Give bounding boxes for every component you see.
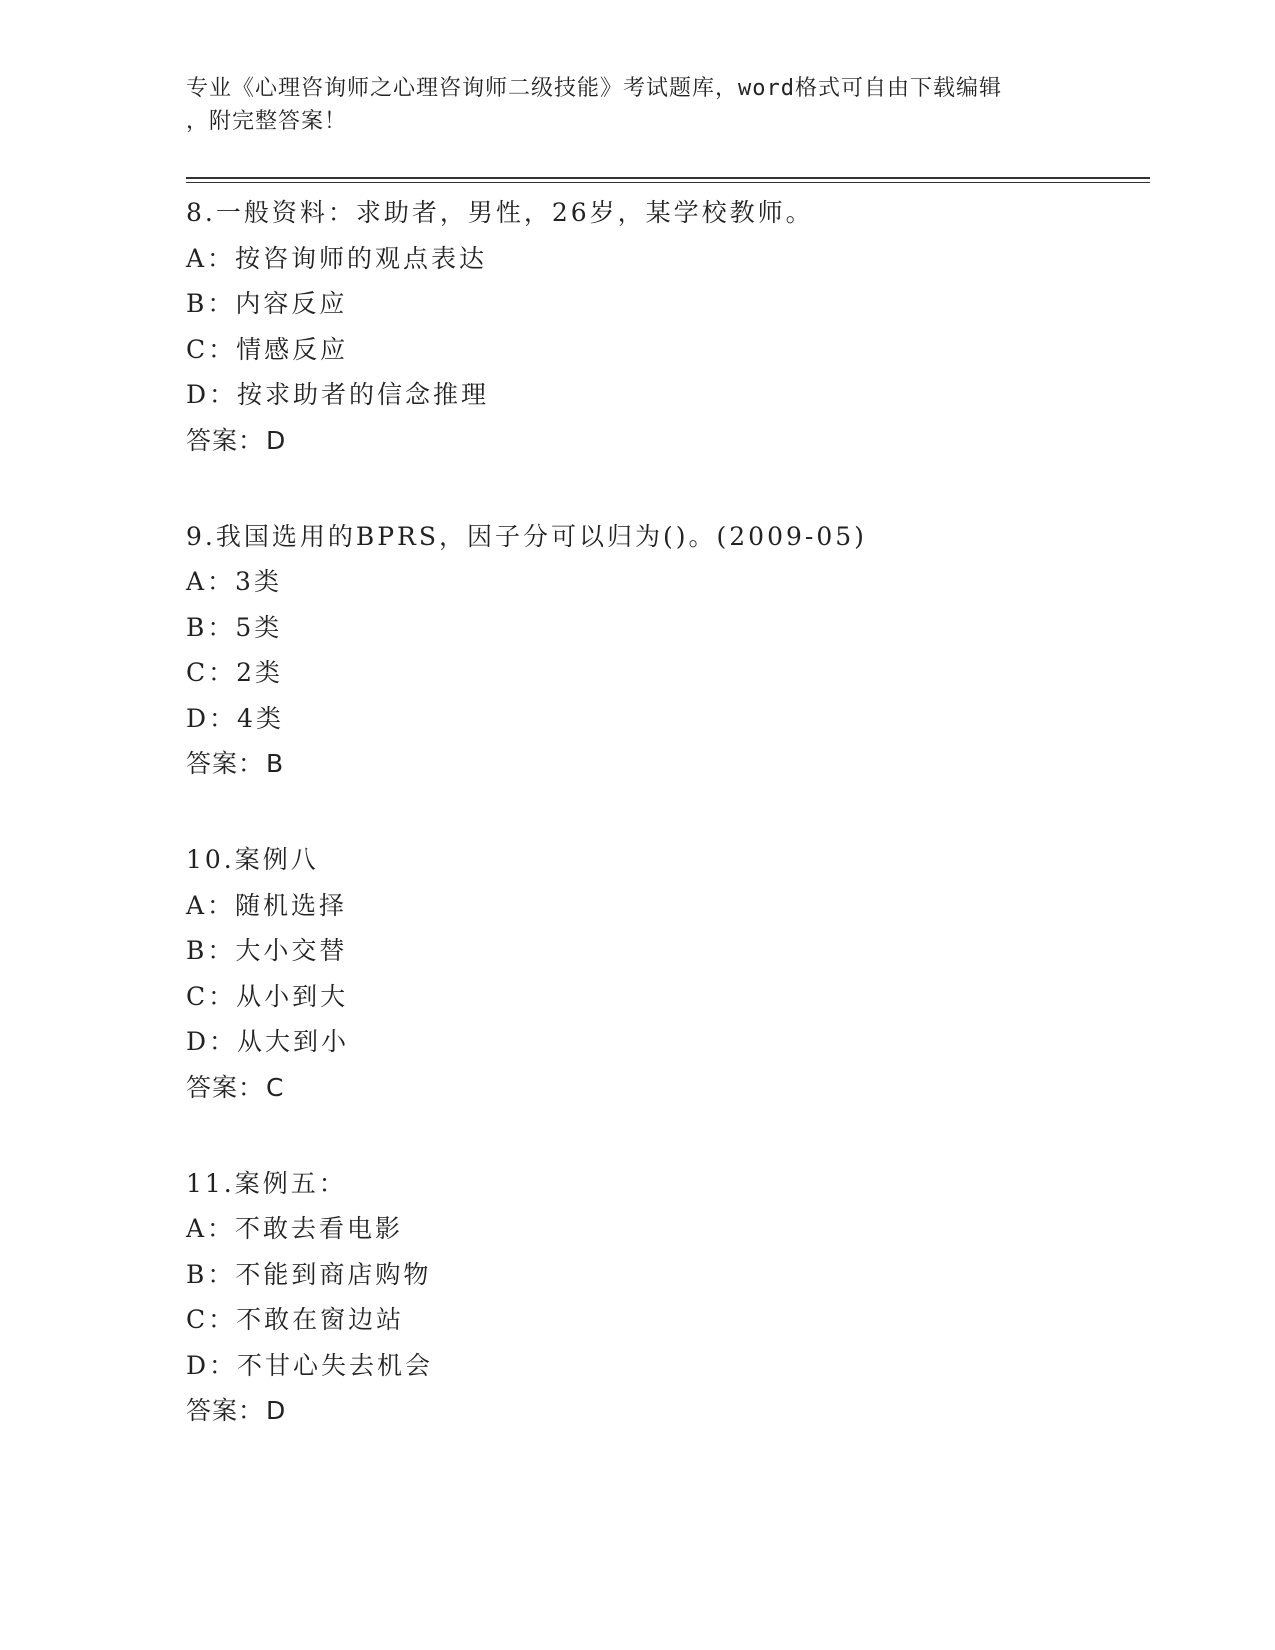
- question-stem: 9.我国选用的BPRS，因子分可以归为()。(2009-05): [186, 521, 867, 551]
- answer-value: D: [266, 1396, 287, 1425]
- option-d: D：从大到小: [186, 1027, 350, 1056]
- question-8: [186, 190, 1146, 464]
- option-c: C：2类: [186, 658, 284, 687]
- option-a: A：3类: [186, 567, 282, 596]
- option-d: D：按求助者的信念推理: [186, 380, 490, 409]
- option-b: B：大小交替: [186, 936, 348, 965]
- question-10: [186, 837, 1146, 1111]
- option-b: B：不能到商店购物: [186, 1259, 432, 1289]
- option-c: C：从小到大: [186, 981, 349, 1011]
- option-a: A：随机选择: [186, 890, 348, 920]
- question-stem: 8.一般资料：求助者，男性，26岁，某学校教师。: [186, 198, 814, 227]
- answer-value: C: [266, 1072, 285, 1102]
- option-c: C：情感反应: [186, 334, 349, 364]
- question-11: [186, 1161, 1146, 1435]
- answer-line: [186, 741, 1146, 787]
- document-header: [186, 72, 1086, 138]
- answer-line: [186, 418, 1146, 464]
- option-a: A：不敢去看电影: [186, 1214, 404, 1243]
- option-d: D：不甘心失去机会: [186, 1350, 434, 1380]
- answer-value: B: [266, 749, 285, 778]
- option-c: C：不敢在窗边站: [186, 1305, 405, 1334]
- question-9: [186, 514, 1146, 788]
- question-stem: 11.案例五：: [186, 1168, 347, 1198]
- answer-line: [186, 1388, 1146, 1434]
- answer-value: D: [266, 425, 287, 455]
- answer-label: 答案：: [186, 1072, 265, 1102]
- header-line-2: ，附完整答案！: [186, 109, 348, 134]
- answer-line: [186, 1065, 1146, 1111]
- option-b: B：内容反应: [186, 289, 348, 318]
- option-d: D：4类: [186, 703, 284, 733]
- header-divider-thin: [186, 182, 1150, 183]
- option-b: B：5类: [186, 612, 283, 642]
- question-list: [186, 190, 1146, 1484]
- question-stem: 10.案例八: [186, 845, 319, 874]
- header-line-1: 专业《心理咨询师之心理咨询师二级技能》考试题库，word格式可自由下载编辑: [186, 76, 1002, 101]
- header-divider-thick: [186, 177, 1150, 179]
- answer-label: 答案：: [186, 749, 265, 778]
- answer-label: 答案：: [186, 425, 265, 455]
- answer-label: 答案：: [186, 1396, 265, 1425]
- option-a: A：按咨询师的观点表达: [186, 243, 488, 273]
